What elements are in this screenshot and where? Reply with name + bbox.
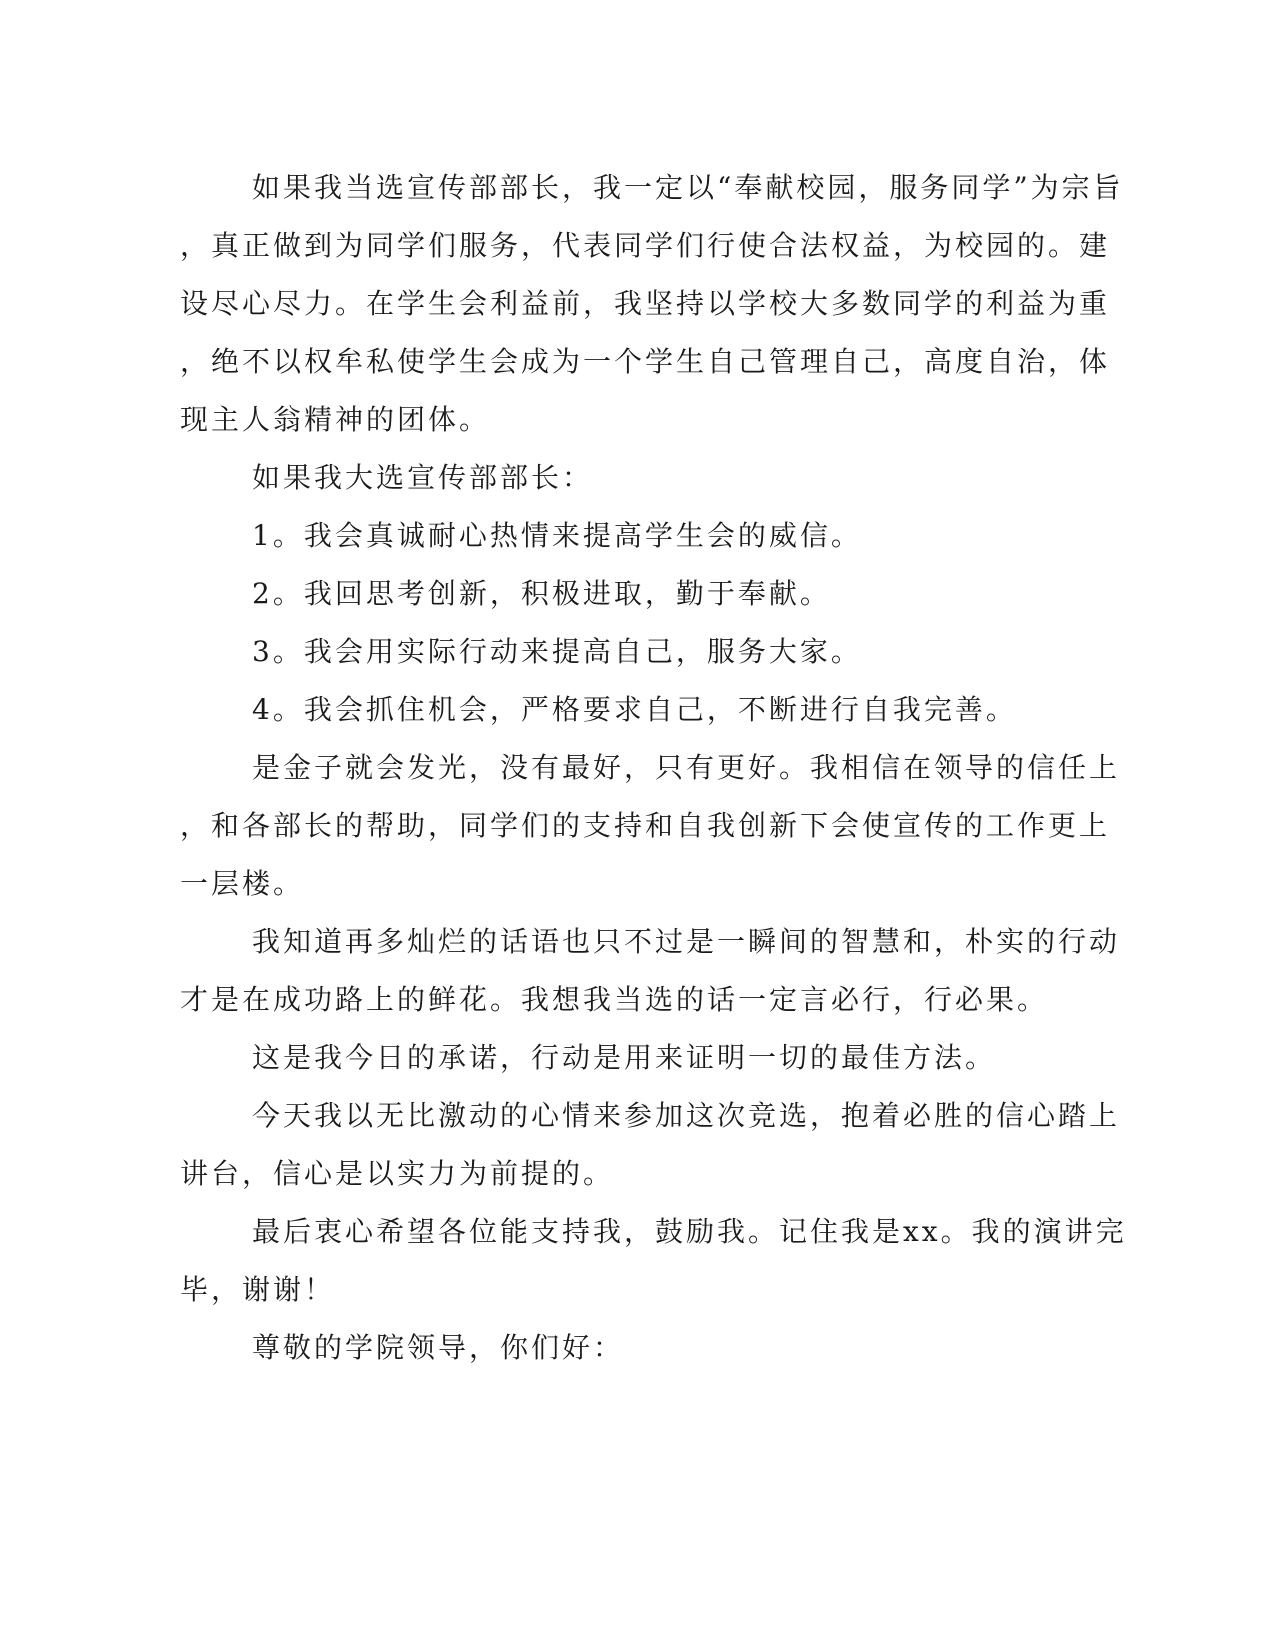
text-line: ，绝不以权牟私使学生会成为一个学生自己管理自己，高度自治，体 (180, 345, 1111, 378)
text-line: 才是在成功路上的鲜花。我想我当选的话一定言必行，行必果。 (180, 983, 1049, 1016)
text-line: 最后衷心希望各位能支持我，鼓励我。记住我是xx。我的演讲完 (252, 1215, 1127, 1248)
text-line: 我知道再多灿烂的话语也只不过是一瞬间的智慧和，朴实的行动 (252, 925, 1121, 958)
text-line: 是金子就会发光，没有最好，只有更好。我相信在领导的信任上 (252, 751, 1121, 784)
text-line: 设尽心尽力。在学生会利益前，我坚持以学校大多数同学的利益为重 (180, 287, 1111, 320)
greeting-line: 尊敬的学院领导，你们好： (252, 1331, 625, 1364)
list-item: 4。我会抓住机会，严格要求自己，不断进行自我完善。 (252, 693, 1017, 726)
text-line: 这是我今日的承诺，行动是用来证明一切的最佳方法。 (252, 1041, 997, 1074)
text-line: 今天我以无比激动的心情来参加这次竞选，抱着必胜的信心踏上 (252, 1099, 1121, 1132)
text-line: 如果我当选宣传部部长，我一定以“奉献校园，服务同学”为宗旨 (252, 171, 1124, 204)
list-item: 3。我会用实际行动来提高自己，服务大家。 (252, 635, 862, 668)
text-line: 一层楼。 (180, 867, 305, 900)
text-line: 讲台，信心是以实力为前提的。 (180, 1157, 615, 1190)
text-line: 现主人翁精神的团体。 (180, 403, 491, 436)
text-line: ，和各部长的帮助，同学们的支持和自我创新下会使宣传的工作更上 (180, 809, 1111, 842)
text-line: 如果我大选宣传部部长： (252, 461, 594, 494)
text-line: 毕，谢谢！ (180, 1273, 336, 1306)
text-line: ，真正做到为同学们服务，代表同学们行使合法权益，为校园的。建 (180, 229, 1111, 262)
list-item: 2。我回思考创新，积极进取，勤于奉献。 (252, 577, 831, 610)
list-item: 1。我会真诚耐心热情来提高学生会的威信。 (252, 519, 862, 552)
